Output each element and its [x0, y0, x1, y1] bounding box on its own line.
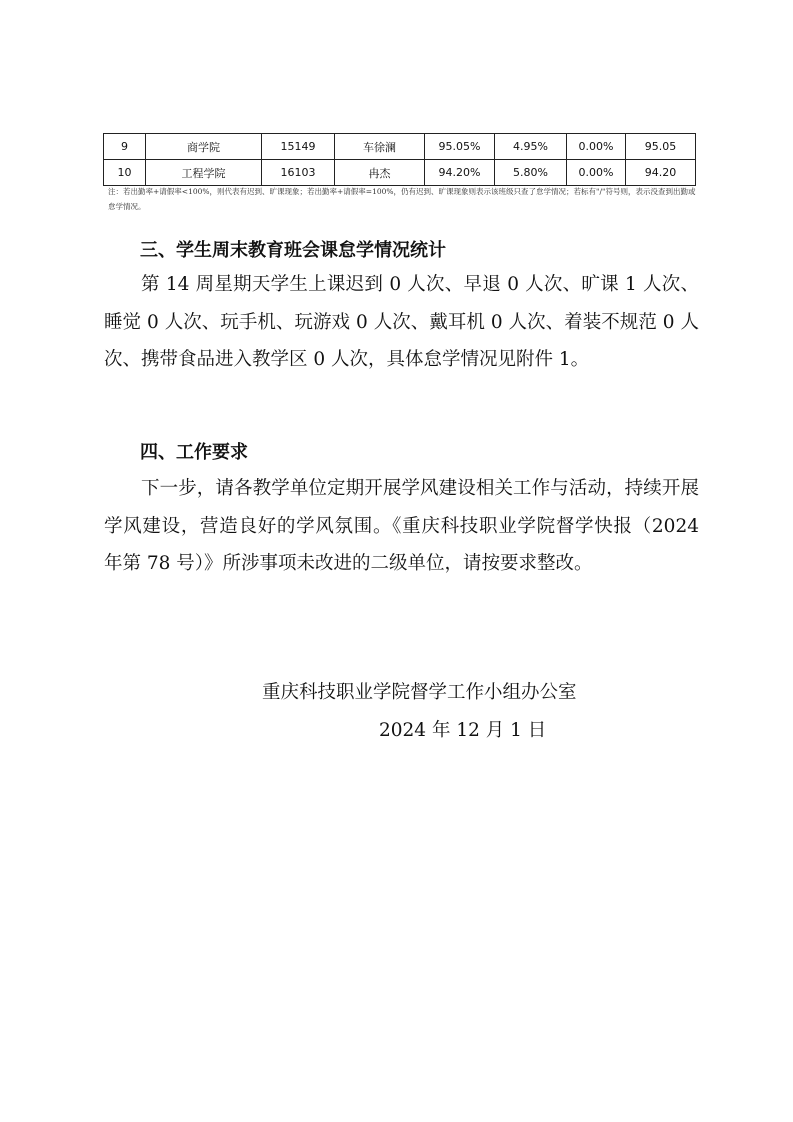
table-cell: 15149 — [262, 134, 335, 160]
table-row — [104, 134, 696, 160]
table-cell: 94.20 — [626, 160, 696, 186]
table-cell: 车徐澜 — [335, 134, 425, 160]
table-cell: 95.05% — [425, 134, 495, 160]
table-cell: 4.95% — [495, 134, 567, 160]
table-cell: 9 — [104, 134, 146, 160]
table-cell: 工程学院 — [146, 160, 262, 186]
signature-date: 2024 年 12 月 1 日 — [379, 720, 547, 741]
table-cell: 0.00% — [567, 160, 626, 186]
table-note: 注：若出勤率+请假率<100%，则代表有迟到、旷课现象；若出勤率+请假率=100%，仍有迟到、旷课现象则表示该班级只查了怠学情况；若标有"/"符号则，表示没查到出勤或怠学情况。 — [108, 187, 696, 211]
section-3-heading: 三、学生周末教育班会课怠学情况统计 — [140, 240, 446, 261]
table-cell: 冉杰 — [335, 160, 425, 186]
table-row — [104, 160, 696, 186]
signature-org: 重庆科技职业学院督学工作小组办公室 — [262, 682, 577, 703]
section-4-body: 下一步，请各教学单位定期开展学风建设相关工作与活动，持续开展学风建设，营造良好的学风氛围。《重庆科技职业学院督学快报（2024 年第 78 号）》所涉事项未改进的二级单位，请按要求整改。 — [104, 478, 699, 574]
table-cell: 10 — [104, 160, 146, 186]
table-cell: 94.20% — [425, 160, 495, 186]
section-3-body: 第 14 周星期天学生上课迟到 0 人次、早退 0 人次、旷课 1 人次、睡觉 0 人次、玩手机、玩游戏 0 人次、戴耳机 0 人次、着装不规范 0 人次、携带食品进入教学区 0 人次，具体怠学情况见附件 1。 — [104, 274, 699, 370]
table-cell: 商学院 — [146, 134, 262, 160]
table-cell: 95.05 — [626, 134, 696, 160]
attendance-table — [103, 133, 696, 186]
table-cell: 5.80% — [495, 160, 567, 186]
section-4-heading: 四、工作要求 — [140, 442, 248, 463]
table-cell: 0.00% — [567, 134, 626, 160]
table-cell: 16103 — [262, 160, 335, 186]
